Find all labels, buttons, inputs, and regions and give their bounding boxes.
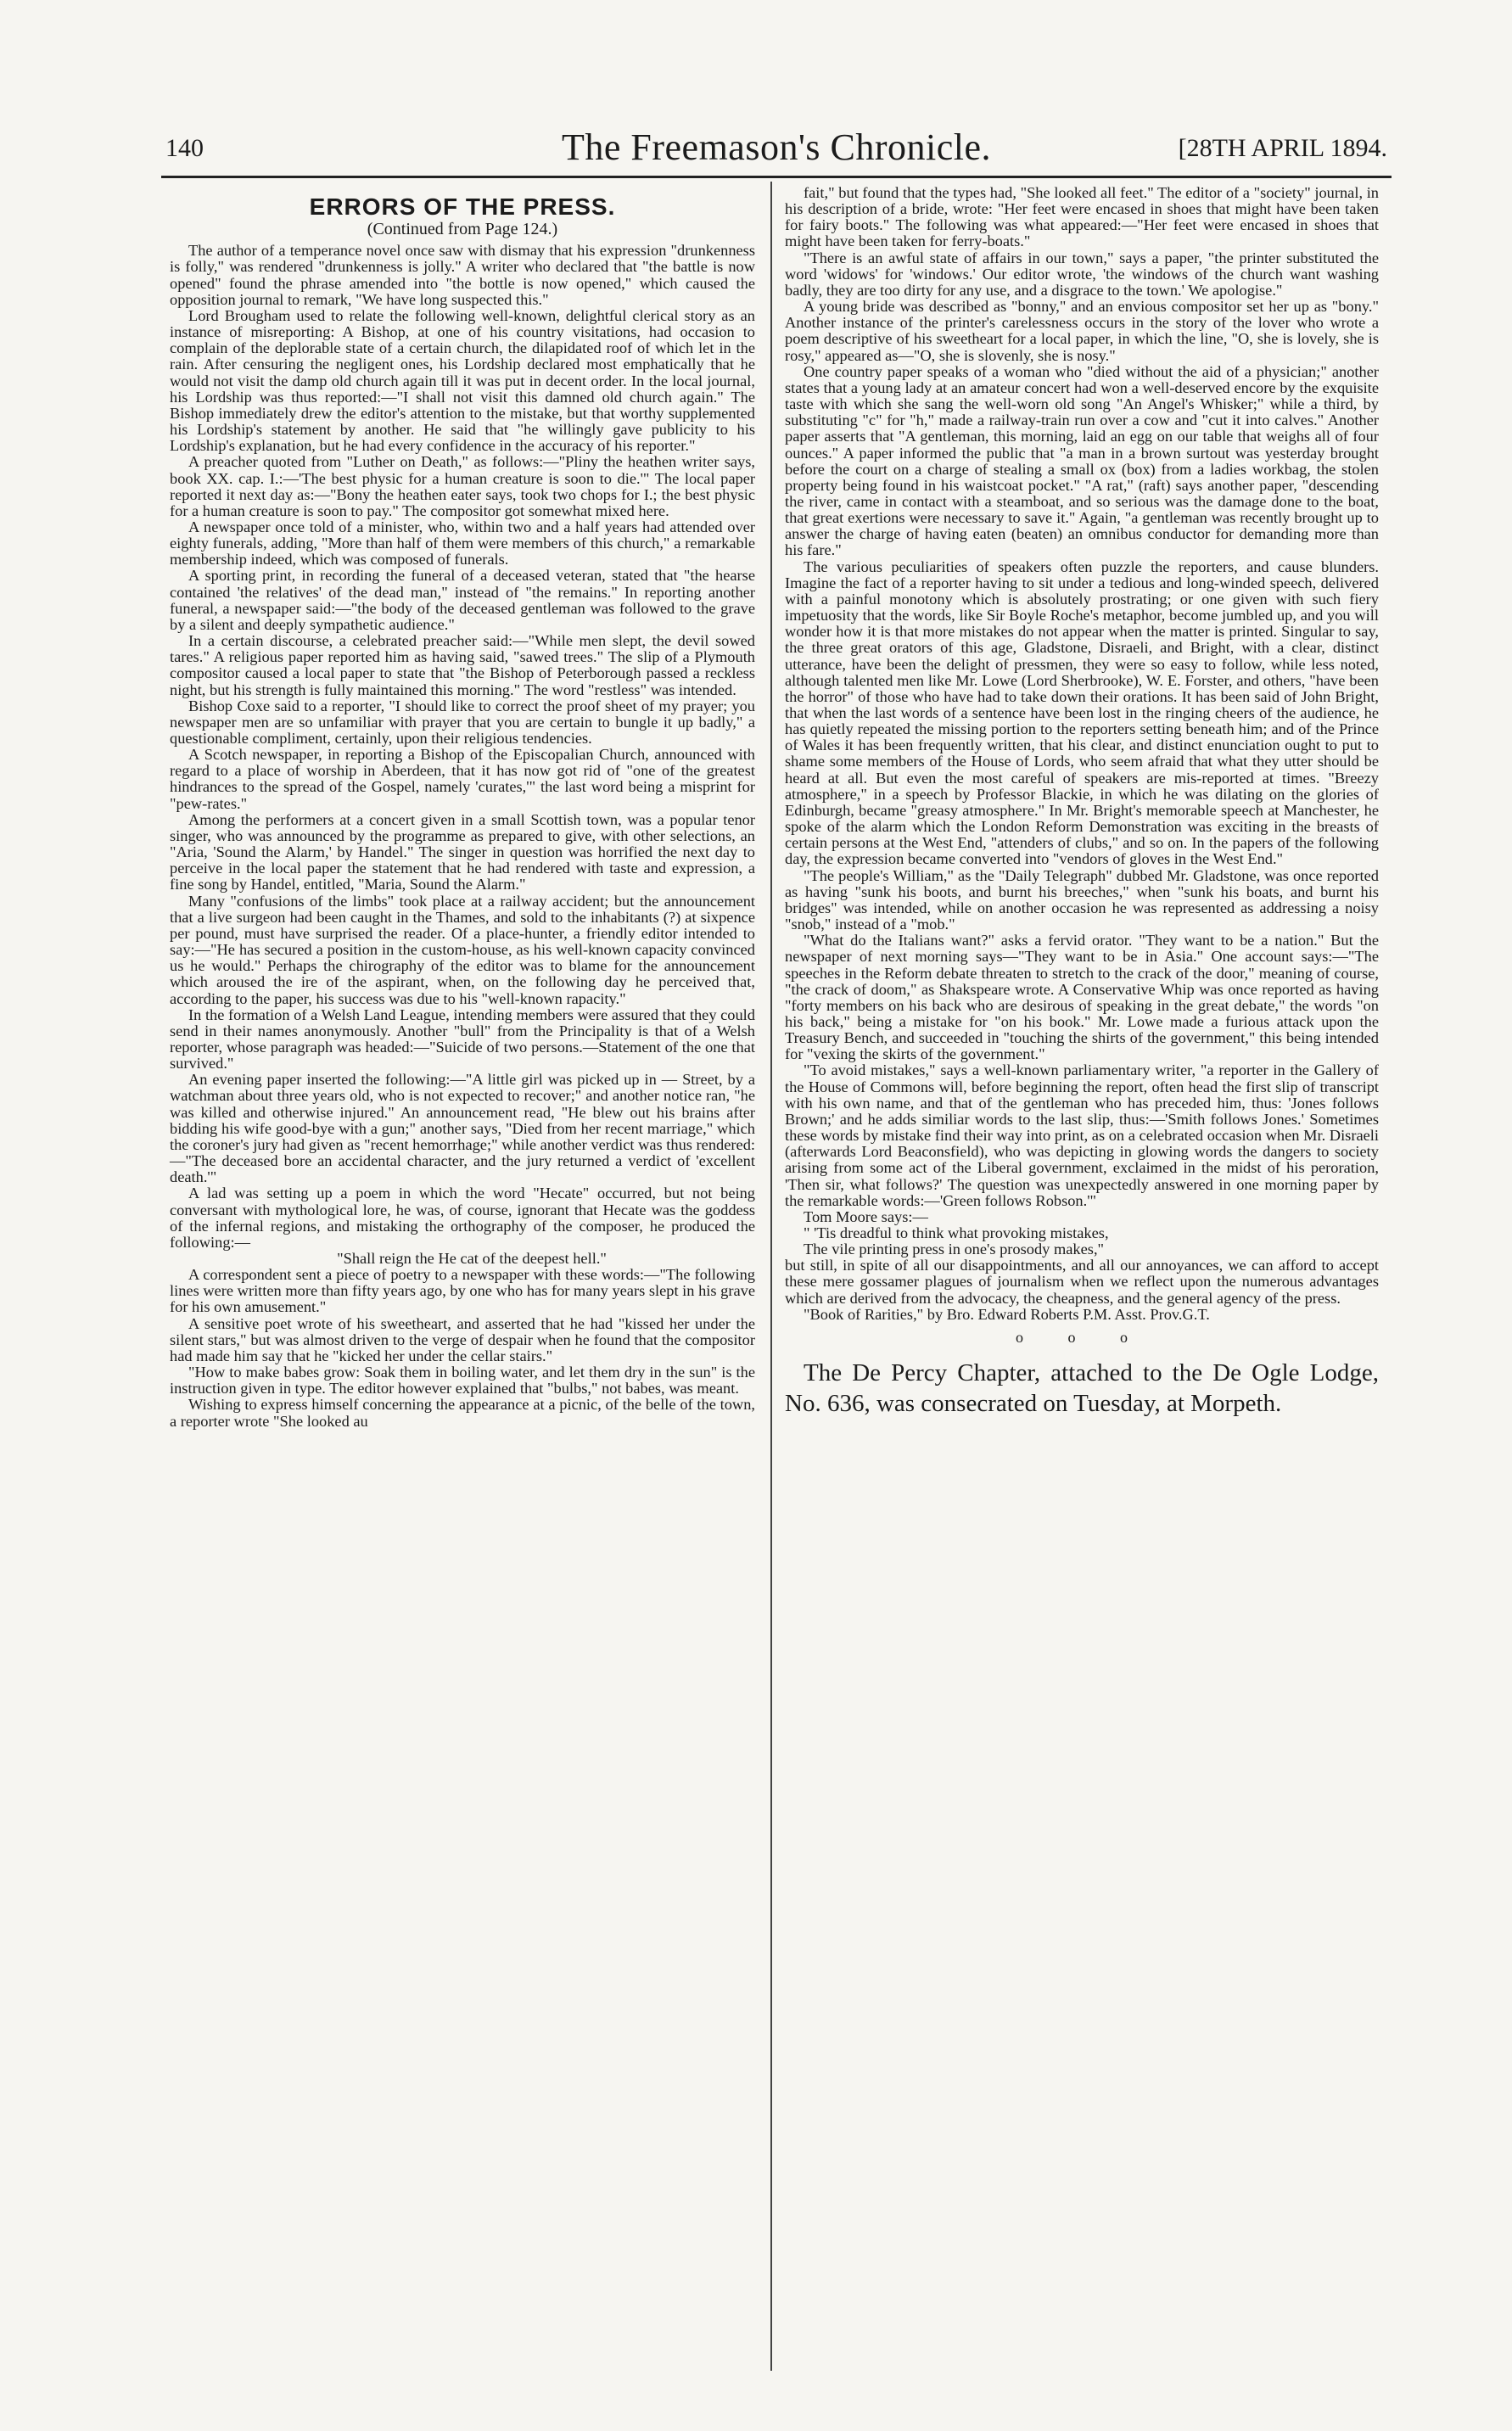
paragraph: Lord Brougham used to relate the following well-known, delightful clerical story as an instance of misreporting: A Bishop, at one of his country visitations, had occasion to complain of the deplorable state of a certain church, the dilapidated roof of which let in the rain. After censuring the negligent ones, his Lordship declared most emphatically that he would not visit the damp old church again till it was put in decent order. In the local journal, his Lordship was thus reported:—"I shall not visit this damned old church again." The Bishop immediately drew the editor's attention to the mistake, but that worthy supplemented his Lordship's statement by another. He said that "he willingly gave publicity to his Lordship's explanation, but he had every confidence in the accuracy of his reporter." <box>170 306 755 455</box>
paragraph: "There is an awful state of affairs in our town," says a paper, "the printer substituted the word 'widows' for 'windows.' Our editor wrote, 'the windows of the church want washing badly, they are too dirty for any use, and a disgrace to the town.' We apologise." <box>785 249 1379 299</box>
lodge-notice: The De Percy Chapter, attached to the De Ogle Lodge, No. 636, was consecrated on Tuesday, at Morpeth. <box>785 1359 1379 1418</box>
paragraph: A Scotch newspaper, in reporting a Bishop of the Episcopalian Church, announced with regard to a place of worship in Aberdeen, that it has now got rid of "one of the greatest hindrances to the spread of the Gospel, namely 'curates,'" the last word being a misprint for "pew-rates." <box>170 746 755 812</box>
paragraph: "To avoid mistakes," says a well-known parliamentary writer, "a reporter in the Gallery of the House of Commons will, before beginning the report, often head the first slip of transcript with his own name, and that of the gentleman who has preceded him, thus: 'Jones follows Brown;' and he adds similiar words to the last slip, thus:—'Smith follows Jones.' Sometimes these words by mistake find their way into print, as on a celebrated occasion when Mr. Disraeli (afterwards Lord Beaconsfield), who was depicting in glowing words the dangers to society arising from some act of the Liberal government, exclaimed in the midst of his peroration, 'Then sir, what follows?' The question was unexpectedly answered in one morning paper by the remarkable words:—'Green follows Robson.'" <box>785 1061 1379 1209</box>
paragraph: A young bride was described as "bonny," and an envious compositor set her up as "bony." Another instance of the printer's carelessness occurs in the story of the lover who wrote a poem descriptive of his sweetheart for a local paper, in which the line, "O, she is lovely, she is rosy," appeared as—"O, she is slovenly, she is nosy." <box>785 298 1379 364</box>
paragraph: A correspondent sent a piece of poetry to a newspaper with these words:—"The following lines were written more than fifty years ago, by one who has for many years slept in his grave for his own amusement." <box>170 1266 755 1316</box>
paragraph: Among the performers at a concert given in a small Scottish town, was a popular tenor singer, who was announced by the programme as prepared to give, with other selections, an "Aria, 'Sound the Alarm,' by Handel." The singer in question was horrified the next day to perceive in the local paper the statement that he had rendered with taste and expression, a fine song by Handel, entitled, "Maria, Sound the Alarm." <box>170 810 755 893</box>
page-header <box>165 126 1387 173</box>
paragraph: In a certain discourse, a celebrated preacher said:—"While men slept, the devil sowed tares." A religious paper reported him as having said, "sawed trees." The slip of a Plymouth compositor caused a local paper to state that "the Bishop of Peterborough passed a reckless night, but his strength is fully maintained this morning." The word "restless" was intended. <box>170 632 755 698</box>
paragraph: In the formation of a Welsh Land League, intending members were assured that they could send in their names anonymously. Another "bull" from the Principality is that of a Welsh reporter, whose paragraph was headed:—"Suicide of two persons.—Statement of the one that survived." <box>170 1005 755 1073</box>
paragraph: A preacher quoted from "Luther on Death," as follows:—"Pliny the heathen writer says, book XX. cap. I.:—'The best physic for a human creature is soon to die.'" The local paper reported it next day as:—"Bony the heathen eater says, took two chops for I.; the best physic for a human creature is soon to pay." The compositor got somewhat mixed here. <box>170 453 755 519</box>
paragraph: A newspaper once told of a minister, who, within two and a half years had attended over eighty funerals, adding, "More than half of them were members of this church," a remarkable membership indeed, which was composed of funerals. <box>170 518 755 569</box>
verse-line: The vile printing press in one's prosody makes," <box>804 1241 1105 1258</box>
paragraph: fait," but found that the types had, "She looked all feet." The editor of a "society" journal, in his description of a bride, wrote: "Her feet were encased in shoes that might have been taken for fairy boots." The following was what appeared:—"Her feet were encased in shoes that might have been taken for ferry-boats." <box>785 184 1379 250</box>
attribution: "Book of Rarities," by Bro. Edward Roberts P.M. Asst. Prov.G.T. <box>804 1305 1210 1323</box>
issue-date: [28TH APRIL 1894. <box>1178 134 1387 162</box>
paragraph: The author of a temperance novel once saw with dismay that his expression "drunkenness is folly," was rendered "drunkenness is jolly." A writer who declared that "the battle is now opened" found the phrase amended into "the bottle is now opened," which caused the opposition journal to remark, "We have long suspected this." <box>170 242 755 308</box>
header-rule <box>161 176 1392 178</box>
masthead: The Freemason's Chronicle. <box>561 126 992 168</box>
paragraph: A lad was setting up a poem in which the word "Hecate" occurred, but not being conversant with mythological lore, he was, of course, ignorant that Hecate was the goddess of the infernal regions, and mistaking the orthography of the composer, he produced the following:— <box>170 1185 755 1251</box>
paragraph: "What do the Italians want?" asks a fervid orator. "They want to be a nation." But the newspaper of next morning says—"They want to be in Asia." One account says:—"The speeches in the Reform debate threaten to stretch to the crack of the door," meaning of course, "the crack of doom," as Shakspeare wrote. A Conservative Whip was once reported as having "forty members on his back who are desirous of speaking in the great debate," the words "on his back," being a mistake for "on his book." Mr. Lowe made a furious attack upon the Treasury Bench, and succeeded in "touching the shirts of the government," this being intended for "vexing the skirts of the government." <box>785 932 1379 1063</box>
verse-line: " 'Tis dreadful to think what provoking mistakes, <box>804 1224 1109 1241</box>
paragraph: Many "confusions of the limbs" took place at a railway accident; but the announcement that a live surgeon had been caught in the Thames, and sold to the inhabitants (?) at sixpence per pound, must have surprised the reader. Of a place-hunter, a friendly editor intended to say:—"He has secured a position in the custom-house, as his well-known capacity convinced us he would." Perhaps the chirography of the editor was to blame for the announcement which aroused the ire of the aspirant, when, on the following day he perceived that, according to the paper, his success was due to his "well-known rapacity." <box>170 892 755 1007</box>
paragraph: A sporting print, in recording the funeral of a deceased veteran, stated that "the hearse contained 'the relatives' of the dead man," instead of "the remains." In reporting another funeral, a newspaper said:—"the body of the deceased gentleman was followed to the grave by a silent and deeply sympathetic audience." <box>170 567 755 633</box>
verse-hecate: "Shall reign the He cat of the deepest hell." <box>337 1250 607 1267</box>
paragraph: Wishing to express himself concerning the appearance at a picnic, of the belle of the town, a reporter wrote "She looked au <box>170 1396 755 1430</box>
paragraph: A sensitive poet wrote of his sweetheart, and asserted that he had "kissed her under the silent stars," but was almost driven to the verge of despair when he found that the compositor had made him say that he "kicked her under the cellar stairs." <box>170 1314 755 1364</box>
paragraph: One country paper speaks of a woman who "died without the aid of a physician;" another states that a young lady at an amateur concert had won a well-deserved encore by the exquisite taste with which she sang the well-worn old song "An Angel's Whisker;" while a third, by substituting "c" for "h," made a railway-train run over a cow and "cut it into calves." Another paper asserts that "A gentleman, this morning, laid an egg on our table that weighs all of four ounces." A paper informed the public that "a man in a brown surtout was yesterday brought before the court on a charge of stealing a small ox (box) from a ladies workbag, the stolen property being found in his waistcoat pocket." "A rat," (raft) says another paper, "descending the river, came in contact with a steamboat, and so serious was the damage done to the boat, that great exertions were necessary to save it." Again, "a gentleman was recently brought up to answer the charge of having eaten (beaten) an omnibus conductor for demanding more than his fare." <box>785 362 1379 559</box>
tom-moore-intro: Tom Moore says:— <box>804 1207 928 1225</box>
left-paragraphs-continued <box>170 1267 755 1430</box>
paragraph: The various peculiarities of speakers often puzzle the reporters, and cause blunders. Imagine the fact of a reporter having to sit under a tedious and long-winded speech, delivered with a painful monotony which is absolutely prostrating; or one given with such fiery impetuosity that the words, like Sir Boyle Roche's metaphor, become jumbled up, and you will wonder how it is that more mistakes do not appear when the matter is printed. Singular to say, the three great orators of this age, Gladstone, Disraeli, and Bright, with a clear, distinct utterance, have been the delight of pressmen, they were so easy to follow, while less noted, although talented men like Mr. Lowe (Lord Sherbrooke), W. E. Forster, and others, "have been the horror" of those who have had to take down their orations. It has been said of John Bright, that when the last words of a sentence have been lost in the ringing cheers of the audience, he has quietly repeated the missing portion to the reporters setting beneath him; and of the Prince of Wales it has been frequently written, that his clear, and distinct enunciation ought to put to shame some members of the House of Lords, who seem afraid that what they utter should be heard at all. But even the most careful of speakers are mis-reported at times. "Breezy atmosphere," in a speech by Professor Blackie, in which he was dilating on the glories of Edinburgh, became "greasy atmosphere." In Mr. Bright's memorable speech at Manchester, he spoke of the alarm which the London Reform Demonstration was exciting in the breasts of certain persons at the West End, "attenders of clubs," and so on. In the papers of the following day, the expression became converted into "vendors of gloves in the West End." <box>785 557 1379 868</box>
right-column <box>785 185 1379 1419</box>
page-number: 140 <box>165 134 204 162</box>
right-paragraphs <box>785 185 1379 1209</box>
section-separator: o o o <box>1016 1328 1148 1346</box>
paragraph: An evening paper inserted the following:—"A little girl was picked up in — Street, by a watchman about three years old, who is not expected to recover;" and another notice ran, "he was killed and otherwise injured." An announcement read, "He blew out his brains after bidding his wife good-bye with a gun;" another says, "Died from her recent marriage," which the coroner's jury had given as "recent hemorrhage;" while another verdict was thus rendered:—"The deceased bore an accidental character, and the jury returned a verdict of 'excellent death.'" <box>170 1071 755 1186</box>
paragraph: Bishop Coxe said to a reporter, "I should like to correct the proof sheet of my prayer; you newspaper men are so unfamiliar with prayer that you are certain to bungle it up badly," a questionable compliment, certainly, upon their religious tendencies. <box>170 697 755 747</box>
paragraph: "The people's William," as the "Daily Telegraph" dubbed Mr. Gladstone, was once reported as having "sunk his boots, and burnt his breeches," when "sunk his boats, and burnt his bridges" was intended, while on another occasion he was represented as addressing a noisy "snob," instead of a "mob." <box>785 866 1379 933</box>
article-title: ERRORS OF THE PRESS. <box>309 193 616 220</box>
column-divider <box>770 182 772 2371</box>
closing-paragraph: but still, in spite of all our disappointments, and all our annoyances, we can afford to accept these mere gossamer plagues of journalism when we reflect upon the numerous advantages which are derived from the advocacy, the cheapness, and the general agency of the press. <box>785 1257 1379 1307</box>
verse-moore <box>785 1225 1379 1258</box>
left-column <box>170 185 755 1430</box>
paragraph: "How to make babes grow: Soak them in boiling water, and let them dry in the sun" is the instruction given in type. The editor however explained that "bulbs," not babes, was meant. <box>170 1364 755 1398</box>
continued-note: (Continued from Page 124.) <box>367 220 558 239</box>
left-paragraphs <box>170 243 755 1251</box>
